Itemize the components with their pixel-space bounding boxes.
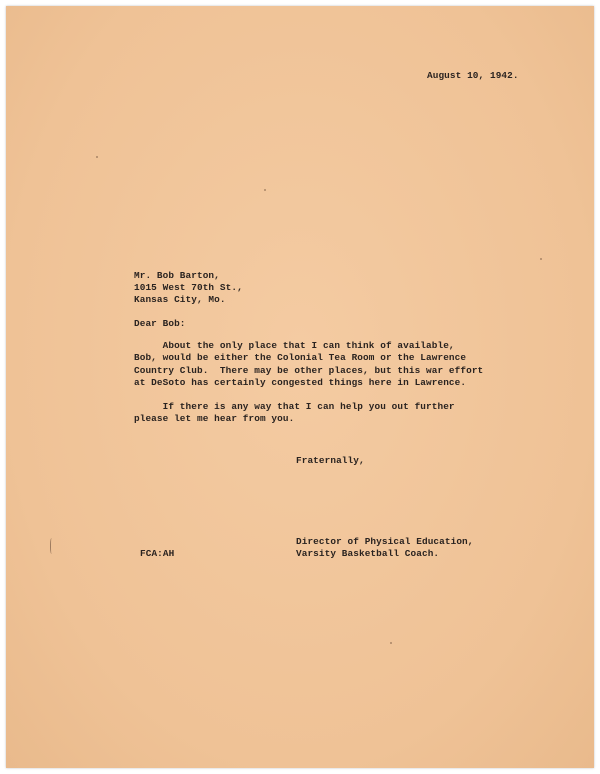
signature-title: Director of Physical Education, [296, 536, 474, 547]
pencil-mark [50, 538, 54, 554]
paper-speck [540, 258, 542, 260]
closing: Fraternally, [296, 455, 365, 466]
paragraph1-line: About the only place that I can think of available, [134, 340, 455, 351]
paragraph1-line: Bob, would be either the Colonial Tea Room or the Lawrence [134, 352, 467, 363]
paragraph1-line: Country Club. There may be other places, but this war effort [134, 365, 484, 376]
recipient-name: Mr. Bob Barton, [134, 270, 220, 281]
paper-speck [390, 642, 392, 644]
reference-initials: FCA:AH [140, 548, 175, 559]
paragraph2-line: If there is any way that I can help you out further [134, 401, 455, 412]
letter-date: August 10, 1942. [427, 70, 519, 81]
salutation: Dear Bob: [134, 318, 186, 329]
paragraph2-line: please let me hear from you. [134, 413, 295, 424]
letter-page [6, 6, 594, 768]
recipient-street: 1015 West 70th St., [134, 282, 243, 293]
paper-speck [96, 156, 98, 158]
paper-speck [264, 189, 266, 191]
recipient-city: Kansas City, Mo. [134, 294, 226, 305]
signature-title: Varsity Basketball Coach. [296, 548, 440, 559]
paragraph1-line: at DeSoto has certainly congested things here in Lawrence. [134, 377, 467, 388]
